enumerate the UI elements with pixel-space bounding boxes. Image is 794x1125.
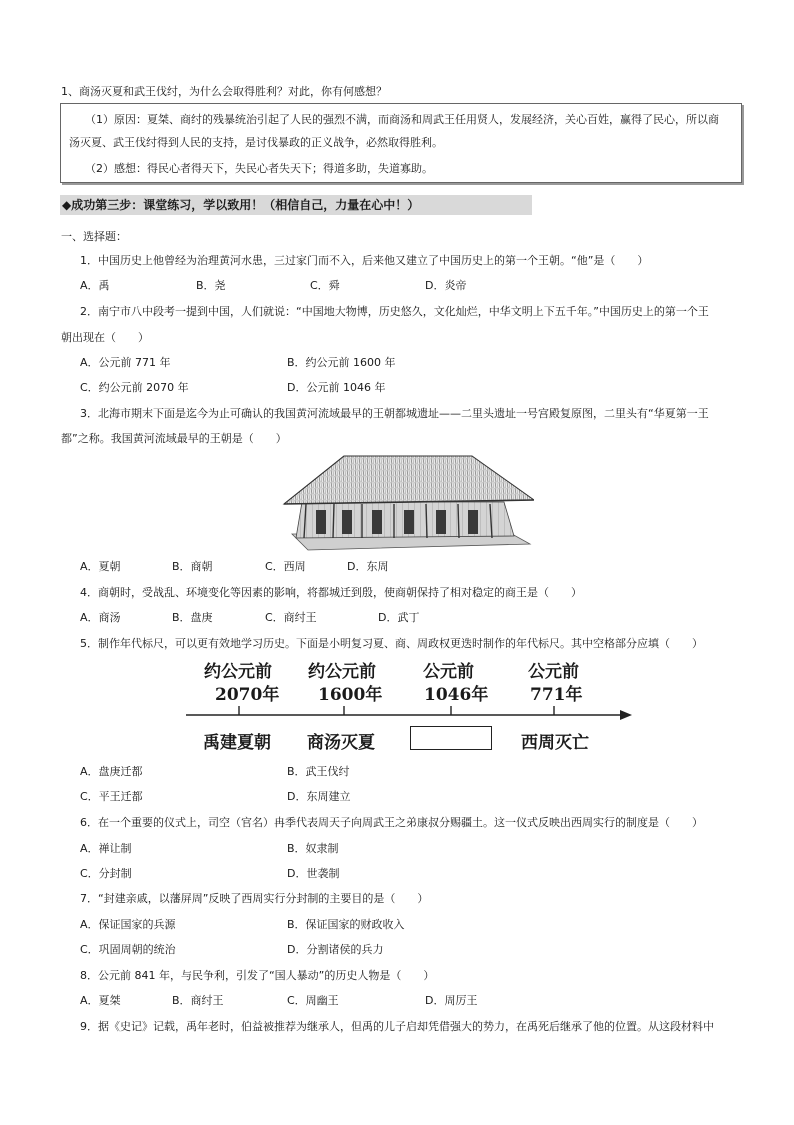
q5-option-a[interactable]: A．盘庚迁都 [80, 765, 143, 778]
q6-stem: 6．在一个重要的仪式上，司空（官名）冉季代表周天子向周武王之弟康叔分赐疆土。这一仪式反映出西周实行的制度是（ ） [80, 816, 703, 829]
timeline-blank-box[interactable] [410, 726, 492, 750]
q5-stem: 5．制作年代标尺，可以更有效地学习历史。下面是小明复习夏、商、周政权更迭时制作的年代标尺。其中空格部分应填（ ） [80, 637, 703, 650]
timeline-event-1: 禹建夏朝 [203, 733, 271, 753]
q4-option-d[interactable]: D．武丁 [378, 611, 420, 624]
q3-stem-cont: 都”之称。我国黄河流域最早的王朝是（ ） [61, 432, 287, 445]
section-banner: ◆成功第三步：课堂练习，学以致用！（相信自己，力量在心中！） [60, 195, 532, 215]
q1-option-b[interactable]: B．尧 [196, 279, 226, 292]
reflection-question: 1、商汤灭夏和武王伐纣，为什么会取得胜利？对此，你有何感想？ [61, 85, 387, 98]
q4-option-b[interactable]: B．盘庚 [172, 611, 213, 624]
q8-option-b[interactable]: B．商纣王 [172, 994, 224, 1007]
q6-option-a[interactable]: A．禅让制 [80, 842, 132, 855]
answer-line-2: 汤灭夏、武王伐纣得到人民的支持，是讨伐暴政的正义战争，必然取得胜利。 [69, 136, 443, 149]
timeline-event-2: 商汤灭夏 [307, 733, 375, 753]
answer-box [60, 103, 742, 183]
q2-option-a[interactable]: A．公元前 771 年 [80, 356, 171, 369]
q3-option-b[interactable]: B．商朝 [172, 560, 213, 573]
q6-option-d[interactable]: D．世袭制 [287, 867, 340, 880]
q2-option-b[interactable]: B．约公元前 1600 年 [287, 356, 396, 369]
q7-option-c[interactable]: C．巩固周朝的统治 [80, 943, 176, 956]
q7-option-b[interactable]: B．保证国家的财政收入 [287, 918, 405, 931]
q6-option-c[interactable]: C．分封制 [80, 867, 132, 880]
answer-line-3: （2）感想：得民心者得天下，失民心者失天下；得道多助，失道寡助。 [85, 162, 433, 175]
timeline-date-4a: 公元前 [528, 662, 579, 682]
q4-option-a[interactable]: A．商汤 [80, 611, 121, 624]
timeline-date-3a: 公元前 [423, 662, 474, 682]
q2-option-c[interactable]: C．约公元前 2070 年 [80, 381, 189, 394]
q8-option-d[interactable]: D．周厉王 [425, 994, 478, 1007]
q3-stem: 3．北海市期末下面是迄今为止可确认的我国黄河流域最早的王朝都城遗址——二里头遗址一号宫殿复原图，二里头有“华夏第一王 [80, 407, 709, 420]
q9-stem: 9．据《史记》记载，禹年老时，伯益被推荐为继承人，但禹的儿子启却凭借强大的势力，在禹死后继承了他的位置。从这段材料中 [80, 1020, 714, 1033]
q8-option-c[interactable]: C．周幽王 [287, 994, 339, 1007]
q8-option-a[interactable]: A．夏桀 [80, 994, 121, 1007]
q1-option-a[interactable]: A．禹 [80, 279, 110, 292]
q3-option-d[interactable]: D．东周 [347, 560, 389, 573]
palace-illustration [282, 452, 534, 552]
timeline-event-4: 西周灭亡 [521, 733, 589, 753]
q7-option-a[interactable]: A．保证国家的兵源 [80, 918, 176, 931]
timeline-date-2b: 1600年 [318, 685, 383, 705]
timeline-date-1b: 2070年 [215, 685, 280, 705]
q4-stem: 4．商朝时，受战乱、环境变化等因素的影响，将都城迁到殷，使商朝保持了相对稳定的商王是（ ） [80, 586, 582, 599]
q7-option-d[interactable]: D．分割诸侯的兵力 [287, 943, 384, 956]
q5-option-b[interactable]: B．武王伐纣 [287, 765, 350, 778]
answer-line-1: （1）原因：夏桀、商纣的残暴统治引起了人民的强烈不满，而商汤和周武王任用贤人，发展经济，关心百姓，赢得了民心，所以商 [85, 113, 719, 126]
q2-option-d[interactable]: D．公元前 1046 年 [287, 381, 386, 394]
q2-stem-cont: 朝出现在（ ） [61, 331, 149, 344]
timeline-date-1a: 约公元前 [204, 662, 272, 682]
q5-option-d[interactable]: D．东周建立 [287, 790, 351, 803]
section-heading: 一、选择题： [61, 230, 127, 243]
q1-option-c[interactable]: C．舜 [310, 279, 340, 292]
q1-stem: 1．中国历史上他曾经为治理黄河水患，三过家门而不入，后来他又建立了中国历史上的第一个王朝。“他”是（ ） [80, 254, 649, 267]
q8-stem: 8．公元前 841 年，与民争利，引发了“国人暴动”的历史人物是（ ） [80, 969, 435, 982]
q3-option-a[interactable]: A．夏朝 [80, 560, 121, 573]
q4-option-c[interactable]: C．商纣王 [265, 611, 317, 624]
timeline-date-2a: 约公元前 [308, 662, 376, 682]
q6-option-b[interactable]: B．奴隶制 [287, 842, 339, 855]
q5-option-c[interactable]: C．平王迁都 [80, 790, 143, 803]
q2-stem: 2．南宁市八中段考一提到中国，人们就说：“中国地大物博，历史悠久，文化灿烂，中华文明上下五千年。”中国历史上的第一个王 [80, 305, 709, 318]
q1-option-d[interactable]: D．炎帝 [425, 279, 467, 292]
timeline-date-4b: 771年 [530, 685, 583, 705]
timeline-date-3b: 1046年 [424, 685, 489, 705]
q7-stem: 7．“封建亲戚，以藩屏周”反映了西周实行分封制的主要目的是（ ） [80, 892, 429, 905]
timeline-axis [186, 706, 634, 724]
q3-option-c[interactable]: C．西周 [265, 560, 306, 573]
